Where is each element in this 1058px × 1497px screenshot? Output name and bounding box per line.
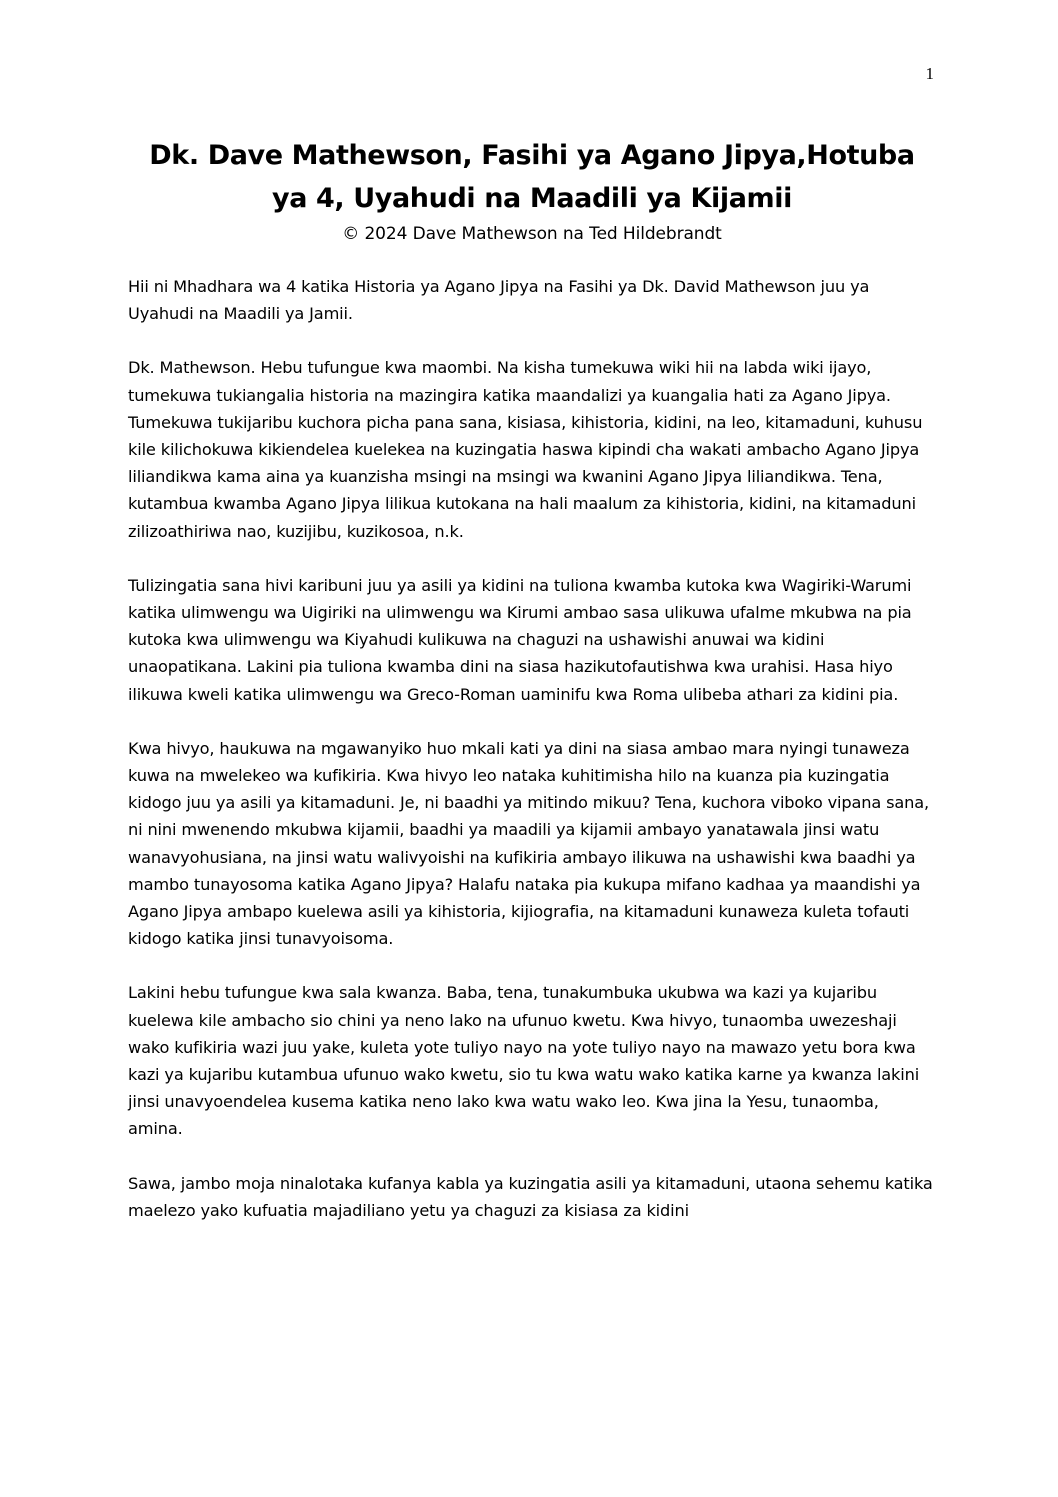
paragraph: Tulizingatia sana hivi karibuni juu ya asili ya kidini na tuliona kwamba kutoka kwa Wagiriki-Warumi katika ulimwengu wa Uigiriki na ulimwengu wa Kirumi ambao sasa ulikuwa ufalme mkubwa na pia kutoka kwa ulimwengu wa Kiyahudi kulikuwa na chaguzi na ushawishi anuwai wa kidini unaopatikana. Lakini pia tuliona kwamba dini na siasa hazikutofautishwa kwa urahisi. Hasa hiyo ilikuwa kweli katika ulimwengu wa Greco-Roman uaminifu kwa Roma ulibeba athari za kidini pia.	[128, 575, 912, 704]
title-line-1: Dk. Dave Mathewson, Fasihi ya Agano Jipya,Hotuba	[149, 140, 915, 171]
page-number: 1	[925, 64, 934, 83]
paragraph: Sawa, jambo moja ninalotaka kufanya kabla ya kuzingatia asili ya kitamaduni, utaona sehemu katika maelezo yako kufuatia majadiliano yetu ya chaguzi za kisiasa za kidini	[128, 1173, 933, 1220]
paragraph: Dk. Mathewson. Hebu tufungue kwa maombi. Na kisha tumekuwa wiki hii na labda wiki ijayo, tumekuwa tukiangalia historia na mazingira katika maandalizi ya kuangalia hati za Agano Jipya. Tumekuwa tukijaribu kuchora picha pana sana, kisiasa, kihistoria, kidini, na leo, kitamaduni, kuhusu kile kilichokuwa kikiendelea kuelekea na kuzingatia haswa kipindi cha wakati ambacho Agano Jipya liliandikwa kama aina ya kuanzisha msingi na msingi wa kwanini Agano Jipya liliandikwa. Tena, kutambua kwamba Agano Jipya lilikua kutokana na hali maalum za kihistoria, kidini, na kitamaduni zilizoathiriwa nao, kuzijibu, kuzikosoa, n.k.	[128, 358, 923, 541]
paragraph: Hii ni Mhadhara wa 4 katika Historia ya Agano Jipya na Fasihi ya Dk. David Mathewson juu ya Uyahudi na Maadili ya Jamii.	[128, 277, 870, 324]
paragraph: Lakini hebu tufungue kwa sala kwanza. Baba, tena, tunakumbuka ukubwa wa kazi ya kujaribu kuelewa kile ambacho sio chini ya neno lako na ufunuo kwetu. Kwa hivyo, tunaomba uwezeshaji wako kufikiria wazi juu yake, kuleta yote tuliyo nayo na yote tuliyo nayo na mawazo yetu bora kwa kazi ya kujaribu kutambua ufunuo wako kwetu, sio tu kwa watu wako katika karne ya kwanza lakini jinsi unavyoendelea kusema katika neno lako kwa watu wako leo. Kwa jina la Yesu, tunaomba, amina.	[128, 983, 920, 1139]
document-title	[128, 134, 936, 220]
title-line-2: ya 4, Uyahudi na Maadili ya Kijamii	[272, 183, 792, 214]
body-text	[128, 273, 934, 1251]
copyright-line: © 2024 Dave Mathewson na Ted Hildebrandt	[342, 224, 722, 244]
paragraph: Kwa hivyo, haukuwa na mgawanyiko huo mkali kati ya dini na siasa ambao mara nyingi tunaweza kuwa na mwelekeo wa kufikiria. Kwa hivyo leo nataka kuhitimisha hilo na kuanza pia kuzingatia kidogo juu ya asili ya kitamaduni. Je, ni baadhi ya mitindo mikuu? Tena, kuchora viboko vipana sana, ni nini mwenendo mkubwa kijamii, baadhi ya maadili ya kijamii ambayo yanatawala jinsi watu wanavyohusiana, na jinsi watu walivyoishi na kufikiria ambayo ilikuwa na ushawishi kwa baadhi ya mambo tunayosoma katika Agano Jipya? Halafu nataka pia kukupa mifano kadhaa ya maandishi ya Agano Jipya ambapo kuelewa asili ya kihistoria, kijiografia, na kitamaduni kunaweza kuleta tofauti kidogo katika jinsi tunavyoisoma.	[128, 738, 930, 949]
title-block	[128, 134, 936, 247]
